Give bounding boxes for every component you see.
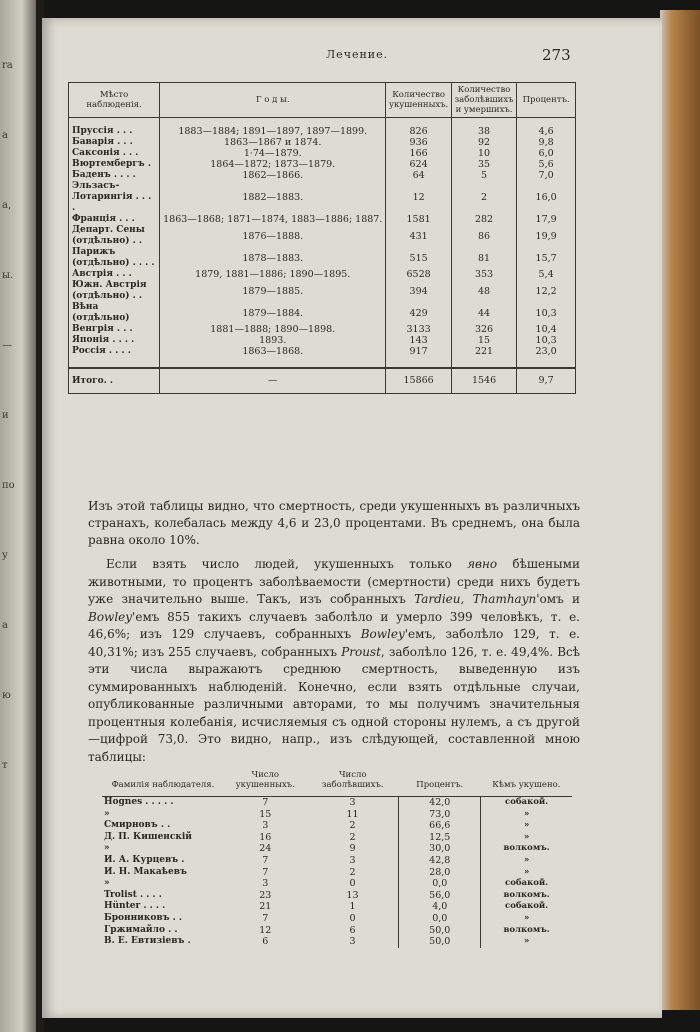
left-page-fragment: ы. [2, 270, 14, 281]
cell-place: Вюртембергъ . [69, 159, 160, 170]
table-row [69, 159, 576, 170]
header-observer: Фамилія наблюдателя. [102, 770, 224, 797]
cell-bitten: 166 [386, 148, 451, 159]
cell-pct: 4,0 [399, 901, 481, 913]
cell-name: » [104, 843, 110, 854]
text-fragment: бѣшеными животными, то процентъ заболѣваемости (смертности) среди нихъ будетъ уже значительно выше. Такъ, изъ собранныхъ [88, 557, 580, 606]
table-row [69, 335, 576, 346]
cell-bitten: 7 [262, 912, 269, 924]
cell-place: Пруссія . . . [69, 118, 160, 138]
author-name: Tardieu, Thamhayn [414, 592, 537, 606]
text-fragment: 'омъ и [536, 592, 580, 606]
cell-animal: » [523, 912, 530, 923]
cell-pct: 66,6 [399, 820, 481, 832]
left-page-fragment: a [2, 130, 8, 141]
cell-sick: 2 [349, 866, 356, 878]
running-head: Лечение. [326, 48, 389, 61]
cell-pct: 5,4 [517, 269, 576, 280]
header-percent: Процентъ. [517, 83, 576, 118]
header-bitten-count: Число укушенныхъ. [224, 770, 307, 797]
table-row [69, 148, 576, 159]
table-row [69, 118, 576, 138]
total-pct: 9,7 [517, 368, 576, 394]
cell-sick: 3 [349, 936, 356, 948]
table-row [102, 901, 572, 913]
cell-died: 38 [451, 118, 516, 138]
cell-place: Венгрія . . . [69, 324, 160, 335]
cell-bitten: 826 [386, 118, 451, 138]
left-page-edge [0, 0, 36, 1032]
cell-died: 10 [451, 148, 516, 159]
cell-bitten: 429 [386, 302, 451, 324]
observers-table-body [102, 797, 572, 948]
cell-pct: 19,9 [517, 225, 576, 247]
left-page-fragment: т [2, 760, 8, 771]
cell-bitten: 3133 [386, 324, 451, 335]
header-percent: Процентъ. [399, 770, 481, 797]
cell-name: Бронниковъ . . [104, 912, 183, 923]
cell-died: 221 [451, 346, 516, 368]
cell-died: 282 [451, 214, 516, 225]
left-page-fragment: и [2, 410, 9, 421]
cell-years: 1863—1868. [160, 346, 386, 368]
table-row [102, 913, 572, 925]
cell-died: 44 [451, 302, 516, 324]
cell-sick: 0 [349, 878, 356, 890]
cell-bitten: 15 [259, 808, 272, 820]
cell-years: 1·74—1879. [160, 148, 386, 159]
cell-sick: 11 [346, 808, 359, 820]
cell-years: 1878—1883. [160, 247, 386, 269]
table-row [69, 346, 576, 368]
cell-died: 81 [451, 247, 516, 269]
cell-pct: 23,0 [517, 346, 576, 368]
cell-bitten: 21 [259, 901, 272, 913]
cell-place: Баварія . . . [69, 137, 160, 148]
cell-sick: 1 [349, 901, 356, 913]
cell-years: 1879—1885. [160, 280, 386, 302]
left-page-fragment: ra [2, 60, 13, 71]
cell-years: 1863—1868; 1871—1874, 1883—1886; 1887. [160, 214, 386, 225]
total-bitten: 15866 [386, 368, 451, 394]
emphasis: явно [467, 557, 498, 571]
header-sick-count: Число заболѣвшихъ. [307, 770, 399, 797]
table-row [69, 225, 576, 247]
paragraph-rabid-animals [88, 556, 580, 766]
cell-place: Эльзасъ-Лотарингія . . . . [69, 181, 160, 214]
cell-pct: 10,3 [517, 335, 576, 346]
cell-pct: 15,7 [517, 247, 576, 269]
cell-bitten: 143 [386, 335, 451, 346]
cell-pct: 0,0 [399, 878, 481, 890]
cell-sick: 6 [349, 924, 356, 936]
table-row [102, 855, 572, 867]
table-row [102, 867, 572, 879]
author-name: Bowley [360, 627, 405, 641]
table-row [69, 302, 576, 324]
cell-pct: 50,0 [399, 936, 481, 948]
cell-died: 15 [451, 335, 516, 346]
cell-years: 1876—1888. [160, 225, 386, 247]
cell-place: Франція . . . [69, 214, 160, 225]
cell-sick: 3 [349, 797, 356, 808]
cell-animal: волкомъ. [503, 924, 550, 935]
left-page-fragment: — [2, 340, 12, 351]
cell-died: 2 [451, 181, 516, 214]
text-fragment: 'емъ 855 такихъ случаевъ заболѣло и умерло 399 человѣкъ, т. е. 46,6%; изъ 129 случаевъ, собранныхъ [88, 609, 580, 641]
header-died: Количество заболѣвшихъ и умершихъ. [451, 83, 516, 118]
cell-animal: собакой. [505, 878, 549, 889]
cell-bitten: 7 [262, 854, 269, 866]
cell-animal: » [523, 820, 530, 831]
cell-died: 86 [451, 225, 516, 247]
left-page-fragment: а [2, 620, 8, 631]
cell-pct: 10,3 [517, 302, 576, 324]
table-row [69, 247, 576, 269]
cell-pct: 5,6 [517, 159, 576, 170]
cell-animal: собакой. [505, 797, 549, 807]
cell-sick: 2 [349, 820, 356, 832]
table-row [69, 280, 576, 302]
table-row [102, 832, 572, 844]
cell-place: Южн. Австрія (отдѣльно) . . [69, 280, 160, 302]
cell-name: И. А. Курцевъ . [104, 854, 185, 865]
text-fragment: Если взять число людей, укушенныхъ только [106, 557, 468, 571]
book-page [42, 18, 662, 1018]
cell-pct: 0,0 [399, 913, 481, 925]
cell-bitten: 24 [259, 843, 272, 855]
cell-sick: 9 [349, 843, 356, 855]
cell-name: И. Н. Макаѣевъ [104, 866, 187, 877]
cell-died: 5 [451, 170, 516, 181]
table-row [69, 137, 576, 148]
cell-years: 1863—1867 и 1874. [160, 137, 386, 148]
cell-animal: » [523, 831, 530, 842]
cell-bitten: 917 [386, 346, 451, 368]
table-row [102, 890, 572, 902]
total-label: Итого. . [69, 368, 160, 394]
cell-bitten: 431 [386, 225, 451, 247]
table-row [102, 843, 572, 855]
mortality-table [68, 82, 576, 394]
total-died: 1546 [451, 368, 516, 394]
cell-bitten: 1581 [386, 214, 451, 225]
cell-years: 1864—1872; 1873—1879. [160, 159, 386, 170]
cell-died: 92 [451, 137, 516, 148]
cell-bitten: 12 [386, 181, 451, 214]
left-page-fragment: по [2, 480, 15, 491]
cell-pct: 12,5 [399, 832, 481, 844]
cell-bitten: 64 [386, 170, 451, 181]
cell-died: 35 [451, 159, 516, 170]
book-cover-edge [660, 10, 700, 1010]
cell-pct: 4,6 [517, 118, 576, 138]
table-row [102, 809, 572, 821]
cell-bitten: 7 [262, 866, 269, 878]
cell-bitten: 16 [259, 831, 272, 843]
cell-animal: волкомъ. [503, 889, 550, 900]
cell-sick: 13 [346, 889, 359, 901]
cell-name: Trolist . . . . [104, 889, 162, 900]
cell-years: 1883—1884; 1891—1897, 1897—1899. [160, 118, 386, 138]
cell-years: 1879, 1881—1886; 1890—1895. [160, 269, 386, 280]
paragraph-summary: Изъ этой таблицы видно, что смертность, среди укушенныхъ въ различныхъ странахъ, колебалась между 4,6 и 23,0 процентами. Въ среднемъ, она была равна около 10%. [88, 499, 580, 547]
cell-name: Д. П. Кишенскій [104, 831, 192, 842]
cell-animal: » [523, 866, 530, 877]
cell-bitten: 7 [262, 797, 269, 808]
text-fragment: 'емъ, заболѣло 129, т. е. 40,31%; изъ 255 случаевъ, собранныхъ [88, 627, 581, 659]
cell-sick: 0 [349, 912, 356, 924]
cell-pct: 42,0 [399, 797, 481, 809]
left-page-fragment: ю [2, 690, 11, 701]
cell-animal: » [523, 936, 530, 947]
cell-died: 326 [451, 324, 516, 335]
cell-died: 48 [451, 280, 516, 302]
cell-animal: » [523, 854, 530, 865]
header-place: Мѣсто наблюденія. [69, 83, 160, 118]
cell-pct: 10,4 [517, 324, 576, 335]
cell-pct: 9,8 [517, 137, 576, 148]
cell-pct: 73,0 [399, 809, 481, 821]
table-row [69, 181, 576, 214]
cell-sick: 3 [349, 854, 356, 866]
cell-bitten: 624 [386, 159, 451, 170]
cell-years: 1862—1866. [160, 170, 386, 181]
cell-bitten: 515 [386, 247, 451, 269]
cell-pct: 42,8 [399, 855, 481, 867]
cell-pct: 30,0 [399, 843, 481, 855]
cell-place: Саксонія . . . [69, 148, 160, 159]
total-row [69, 368, 576, 394]
left-page-fragment: а, [2, 200, 12, 211]
cell-name: » [104, 878, 110, 889]
cell-pct: 7,0 [517, 170, 576, 181]
cell-died: 353 [451, 269, 516, 280]
table-row [69, 214, 576, 225]
cell-pct: 56,0 [399, 890, 481, 902]
mortality-table-body [69, 118, 576, 394]
cell-place: Австрія . . . [69, 269, 160, 280]
cell-bitten: 3 [262, 820, 269, 832]
cell-place: Департ. Сены (отдѣльно) . . [69, 225, 160, 247]
cell-animal: волкомъ. [503, 843, 550, 854]
cell-years: 1893. [160, 335, 386, 346]
header-bitten-by: Кѣмъ укушено. [481, 770, 572, 797]
cell-bitten: 23 [259, 889, 272, 901]
text-fragment: , заболѣло 126, т. е. 49,4%. Всѣ эти числа выражаютъ среднюю смертность, выведенную изъ суммированныхъ наблюденій. Конечно, если взять отдѣльные случаи, опубликованные различными авторами, то мы получимъ значительныя процентныя колебанія, исчисляемыя съ одной стороны нулемъ, а съ другой—цифрой 73,0. Это видно, напр., изъ слѣдующей, составленной мною таблицы: [88, 644, 580, 764]
cell-name: В. Е. Евтизіевъ . [104, 936, 191, 947]
table-row [102, 936, 572, 948]
table-row [69, 170, 576, 181]
cell-pct: 50,0 [399, 925, 481, 937]
observers-table [102, 770, 572, 948]
cell-name: Смирновъ . . [104, 820, 171, 831]
cell-years: 1882—1883. [160, 181, 386, 214]
cell-place: Баденъ . . . . [69, 170, 160, 181]
table-row [102, 878, 572, 890]
header-bitten: Количество укушенныхъ. [386, 83, 451, 118]
cell-name: Гржимайло . . [104, 924, 178, 935]
cell-pct: 16,0 [517, 181, 576, 214]
cell-bitten: 12 [259, 924, 272, 936]
cell-pct: 17,9 [517, 214, 576, 225]
cell-sick: 2 [349, 831, 356, 843]
cell-bitten: 6 [262, 936, 269, 948]
cell-animal: собакой. [505, 901, 549, 912]
cell-years: 1879—1884. [160, 302, 386, 324]
cell-name: Hünter . . . . [104, 901, 166, 912]
page-number: 273 [542, 46, 571, 64]
cell-name: Hognes . . . . . [104, 797, 174, 807]
cell-pct: 6,0 [517, 148, 576, 159]
table-row [102, 820, 572, 832]
cell-pct: 12,2 [517, 280, 576, 302]
table-row [102, 797, 572, 809]
cell-years: 1881—1888; 1890—1898. [160, 324, 386, 335]
table-row [69, 269, 576, 280]
left-page-fragment: у [2, 550, 8, 561]
table-row [69, 324, 576, 335]
table-row [102, 925, 572, 937]
cell-bitten: 394 [386, 280, 451, 302]
header-years: Г о д ы. [160, 83, 386, 118]
cell-place: Россія . . . . [69, 346, 160, 368]
cell-place: Парижъ (отдѣльно) . . . . [69, 247, 160, 269]
cell-place: Вѣна (отдѣльно) [69, 302, 160, 324]
cell-place: Японія . . . . [69, 335, 160, 346]
cell-name: » [104, 808, 110, 819]
cell-bitten: 936 [386, 137, 451, 148]
cell-bitten: 3 [262, 878, 269, 890]
cell-pct: 28,0 [399, 867, 481, 879]
cell-animal: » [523, 808, 530, 819]
author-name: Proust [341, 644, 381, 659]
author-name: Bowley [88, 609, 133, 624]
total-years: — [160, 368, 386, 394]
cell-bitten: 6528 [386, 269, 451, 280]
